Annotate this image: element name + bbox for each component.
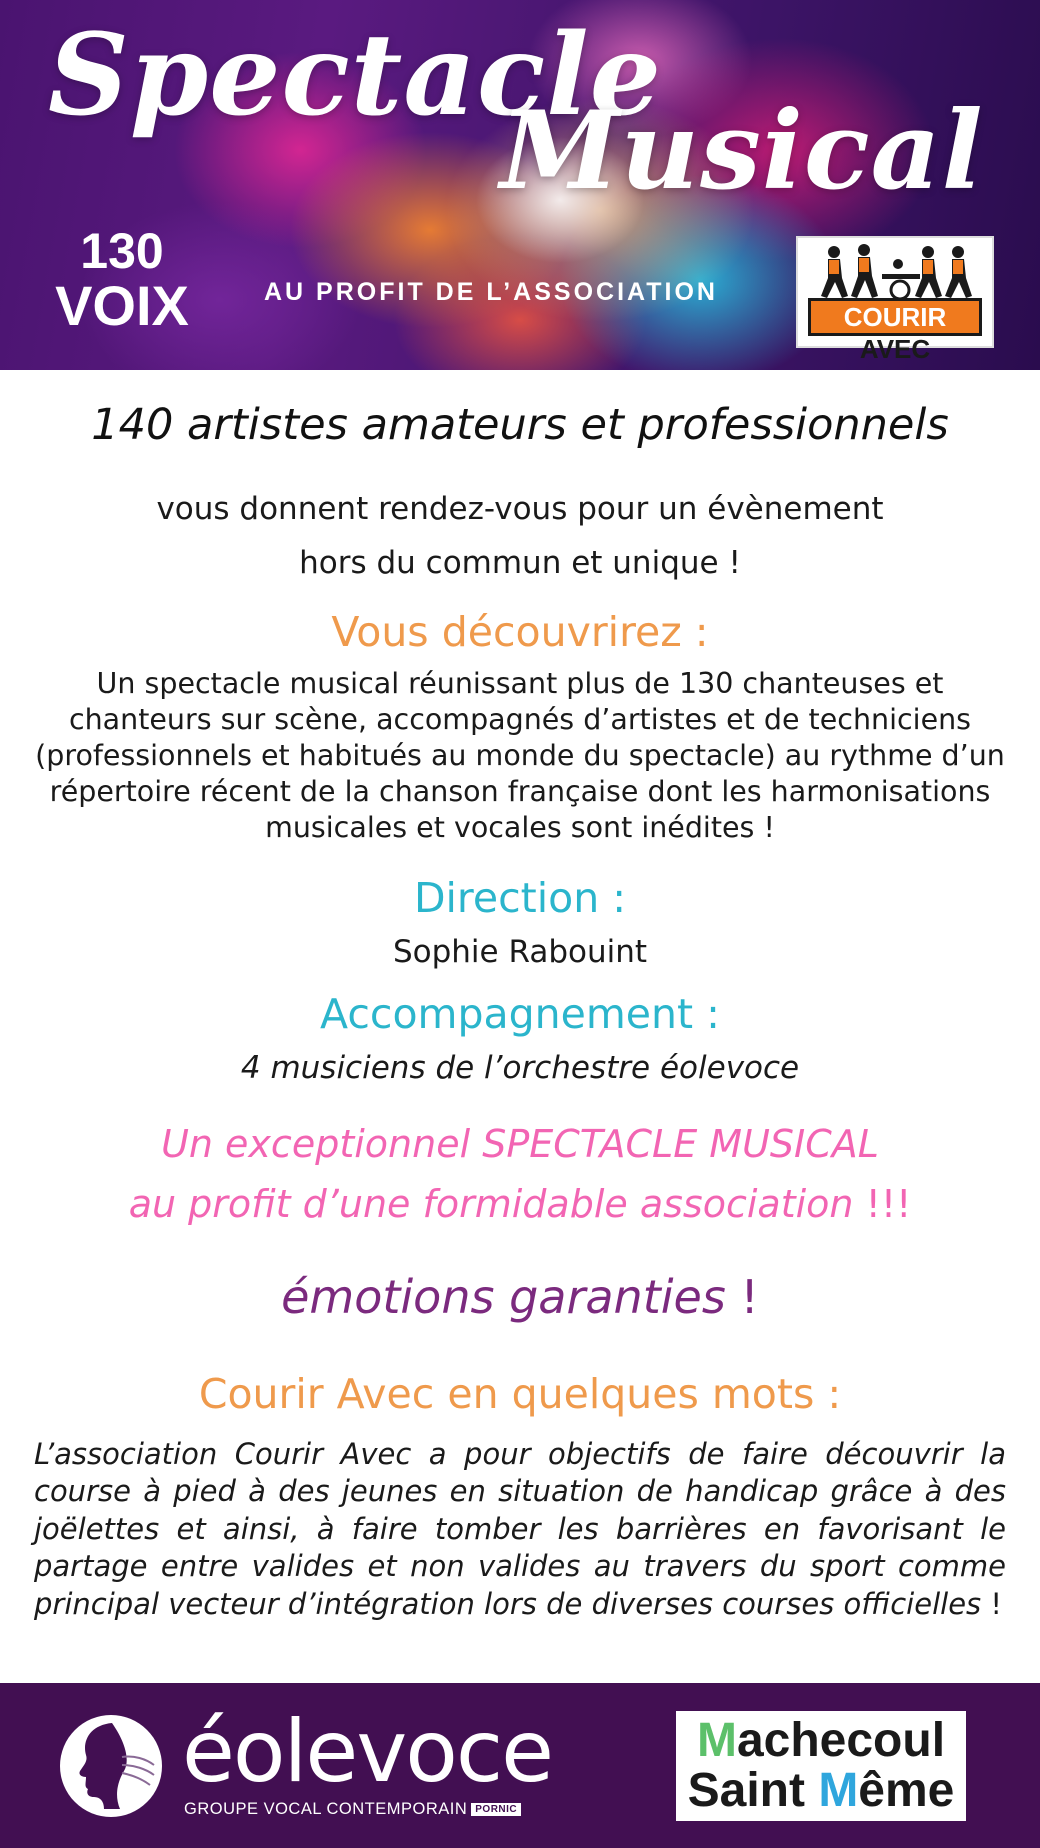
direction-heading: Direction : [413,874,627,922]
intro-line-2: hors du commun et unique ! [299,545,741,581]
highlight-line-2: au profit d’une formidable association [128,1182,854,1226]
courir-avec-wordmark [808,298,982,364]
machecoul-saint-meme-logo [676,1711,966,1821]
header-banner [0,0,1040,370]
intro-line-1: vous donnent rendez-vous pour un évènement [156,491,884,527]
pornic-tag: PORNIC [471,1803,521,1816]
about-exclamation: ! [990,1586,1003,1621]
city-logo-line-2 [676,1766,966,1816]
banner-title-spectacle: Spectacle [48,10,662,141]
intro-text [0,482,1040,590]
courir-avec-logo [796,236,994,364]
eolevoce-wordmark: éolevoce [182,1702,553,1802]
about-text: L’association Courir Avec a pour objectifs de faire découvrir la course à pied à des jeunes en situation de handicap grâce à des joëlettes et ainsi, à faire tomber les barrières en favorisant le partage entre valides et non valides au travers du sport comme principal vecteur d’intégration lors de diverses courses officielles [34,1437,1006,1621]
lead-text: 140 artistes amateurs et professionnels [91,400,949,450]
about-heading: Courir Avec en quelques mots : [198,1370,842,1418]
city-logo-line-2-rest: ême [858,1764,955,1817]
singer-profile-icon [60,1715,162,1817]
runners-icon [812,244,982,304]
footer-band [0,1683,1040,1848]
emotions-text [0,1270,1040,1324]
about-paragraph [34,1436,1006,1623]
avec-word: AVEC [859,334,931,364]
courir-word: COURIR [843,302,947,332]
banner-title-musical: Musical [500,88,984,214]
voices-count-badge [42,223,202,337]
highlight-line-2-wrap [0,1174,1040,1234]
discover-heading: Vous découvrirez : [331,608,709,656]
eolevoce-subtitle [184,1800,521,1819]
city-logo-line-1 [676,1716,966,1766]
voices-word: VOIX [55,274,189,337]
discover-paragraph: Un spectacle musical réunissant plus de 130 chanteuses et chanteurs sur scène, accompagnés d’artistes et de techniciens (professionnels et habitués au monde du spectacle) au rythme d’un répertoire récent de la chanson française dont les harmonisations musicales et vocales sont inédites ! [35,667,1005,844]
city-logo-m2: M [818,1764,859,1817]
voices-number: 130 [80,223,164,279]
city-logo-line-1-rest: achecoul [736,1714,946,1767]
highlight-line-1: Un exceptionnel SPECTACLE MUSICAL [161,1122,879,1166]
emotions-exclamation: ! [740,1270,759,1324]
accompaniment-text: 4 musiciens de l’orchestre éolevoce [240,1050,800,1086]
city-logo-saint: Saint [687,1764,819,1817]
city-logo-m1: M [696,1714,737,1767]
emotions-phrase: émotions garanties [281,1270,726,1324]
accompaniment-heading: Accompagnement : [320,990,720,1038]
highlight-text [0,1114,1040,1234]
director-name: Sophie Rabouint [392,934,648,970]
highlight-exclamations: !!! [865,1182,912,1226]
eolevoce-subtitle-text: GROUPE VOCAL CONTEMPORAIN [184,1800,468,1818]
profit-text: AU PROFIT DE L’ASSOCIATION [264,278,718,306]
